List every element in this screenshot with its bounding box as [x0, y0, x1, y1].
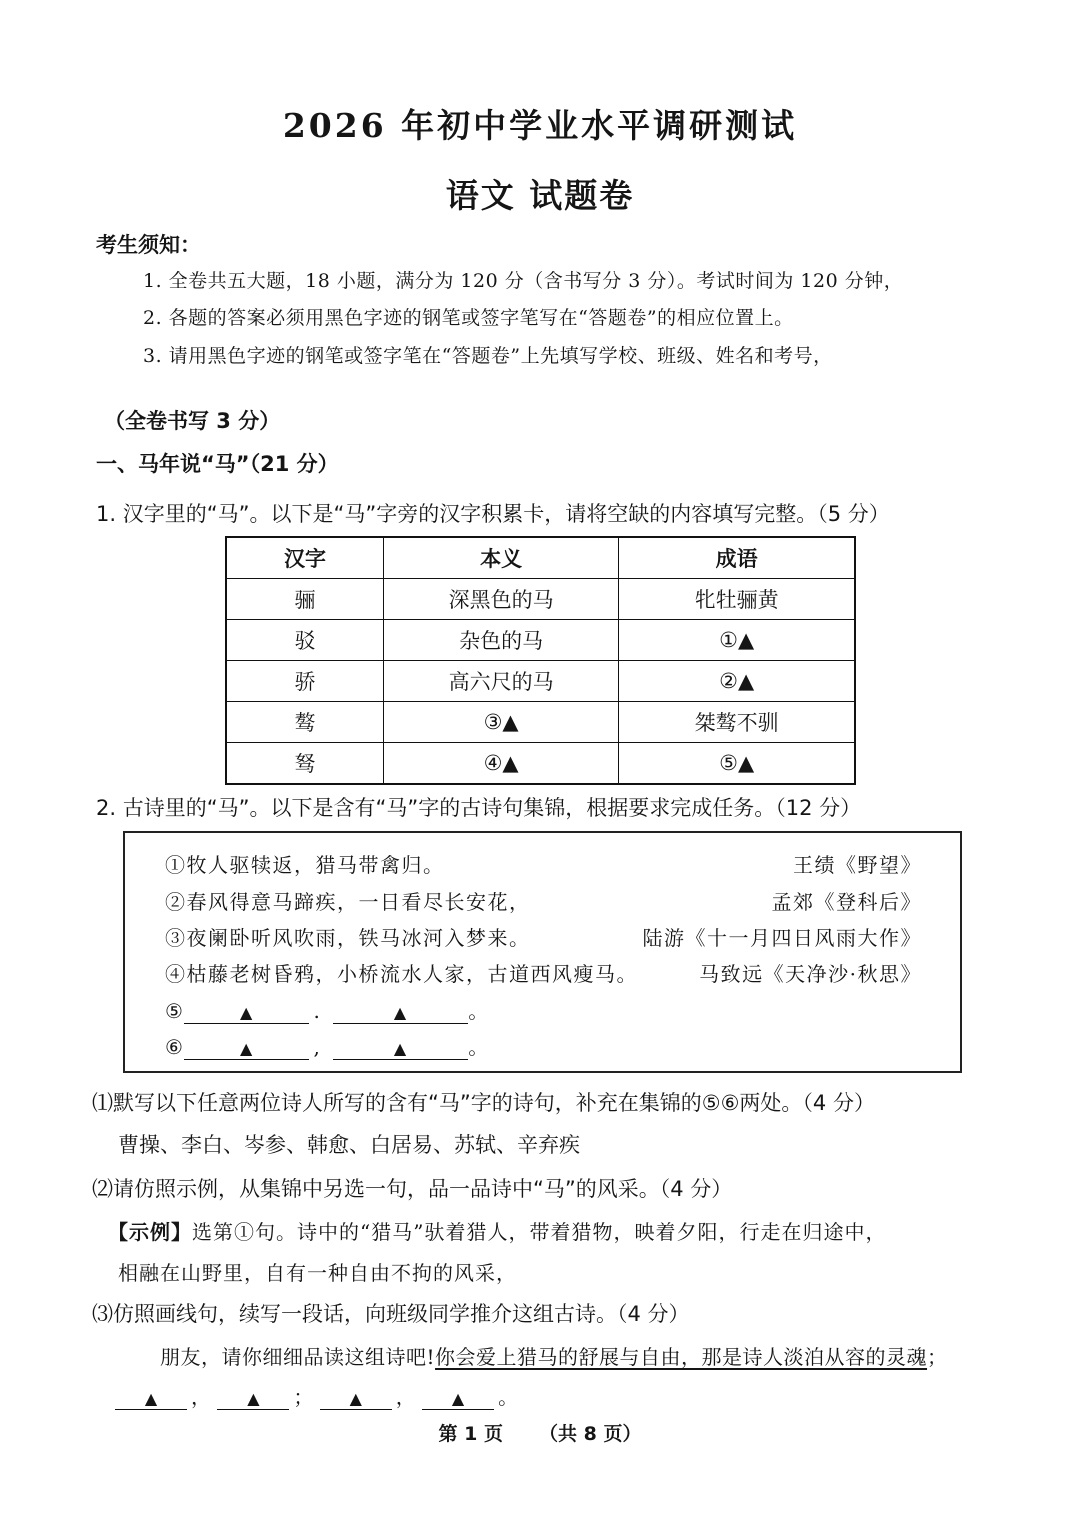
- poem-line: ④枯藤老树昏鸦，小桥流水人家，古道西风瘦马。: [165, 962, 638, 986]
- poem-author: 孟郊《登科后》: [771, 890, 922, 914]
- poet-list: 曹操、李白、岑参、韩愈、白居易、苏轼、辛弃疾: [118, 1133, 580, 1157]
- poem-author: 陆游《十一月四日风雨大作》: [642, 926, 922, 950]
- recommend-blanks: [115, 1381, 518, 1410]
- notice-item: 3. 请用黑色字迹的钢笔或签字笔在“答题卷”上先填写学校、班级、姓名和考号，: [143, 345, 833, 367]
- table-cell: 驽: [226, 743, 383, 785]
- question-2-stem: 2. 古诗里的“马”。以下是含有“马”字的古诗句集锦，根据要求完成任务。（12 分）: [96, 796, 862, 820]
- table-cell: 骄: [226, 661, 383, 702]
- table-header-cell: 本义: [383, 537, 618, 579]
- example-text: 选第①句。诗中的“猎马”驮着猎人，带着猎物，映着夕阳，行走在归途中，: [192, 1220, 887, 1244]
- answer-blank: [333, 1037, 468, 1060]
- answer-blank: [333, 1001, 468, 1024]
- subquestion-1-stem: ⑴默写以下任意两位诗人所写的含有“马”字的诗句，补充在集锦的⑤⑥两处。（4 分）: [92, 1091, 875, 1115]
- recommend-prompt: [160, 1341, 948, 1370]
- prompt-lead: 朋友，请你细细品读这组诗吧!: [160, 1345, 436, 1369]
- table-cell: 杂色的马: [383, 620, 618, 661]
- prompt-end: ；: [927, 1345, 948, 1369]
- table-header-row: [226, 537, 855, 579]
- exam-title: 2026 年初中学业水平调研测试: [282, 106, 798, 145]
- blank-triangle: ▲: [349, 1389, 362, 1408]
- blank-separator: 。: [498, 1385, 519, 1409]
- blank-separator: .: [313, 999, 322, 1023]
- notice-item: 2. 各题的答案必须用黑色字迹的钢笔或签字笔写在“答题卷”的相应位置上。: [143, 307, 794, 329]
- blank-triangle: ▲: [240, 1003, 254, 1022]
- blank-separator: ,: [313, 1035, 322, 1059]
- table-cell: 骜: [226, 702, 383, 743]
- answer-blank-4: ④▲: [383, 743, 618, 785]
- notice-heading: 考生须知：: [96, 233, 201, 257]
- blank-triangle: ▲: [240, 1039, 254, 1058]
- answer-blank: [115, 1387, 187, 1410]
- character-card-table: [225, 536, 856, 785]
- answer-blank: [184, 1037, 309, 1060]
- blank-triangle: ▲: [247, 1389, 260, 1408]
- notice-item: 1. 全卷共五大题，18 小题，满分为 120 分（含书写分 3 分）。考试时间为 120 分钟，: [143, 270, 904, 292]
- answer-blank-1: ①▲: [619, 620, 855, 661]
- example-line: [108, 1216, 886, 1245]
- question-1-stem: 1. 汉字里的“马”。以下是“马”字旁的汉字积累卡，请将空缺的内容填写完整。（5 分）: [96, 502, 890, 526]
- answer-blank: [184, 1001, 309, 1024]
- page-footer: [0, 1419, 1080, 1446]
- blank-triangle: ▲: [144, 1389, 158, 1408]
- table-row: [226, 661, 855, 702]
- answer-blank: [422, 1387, 494, 1410]
- table-row: [226, 579, 855, 620]
- page-total: （共 8 页）: [539, 1423, 642, 1445]
- handwriting-note: （全卷书写 3 分）: [104, 409, 281, 433]
- blank-separator: ；: [293, 1385, 314, 1409]
- table-row: [226, 702, 855, 743]
- blank-end: 。: [468, 1035, 490, 1059]
- subquestion-2-stem: ⑵请仿照示例，从集锦中另选一句，品一品诗中“马”的风采。（4 分）: [92, 1177, 733, 1201]
- blank-number: ⑥: [165, 1035, 185, 1059]
- table-header-cell: 成语: [619, 537, 855, 579]
- poem-line: ②春风得意马蹄疾，一日看尽长安花，: [165, 890, 531, 914]
- poem-author: 马致远《天净沙·秋思》: [699, 962, 922, 986]
- table-cell: 桀骜不驯: [619, 702, 855, 743]
- answer-blank-2: ②▲: [619, 661, 855, 702]
- example-line: 相融在山野里，自有一种自由不拘的风采，: [118, 1261, 517, 1285]
- answer-blank-5: ⑤▲: [619, 743, 855, 785]
- blank-number: ⑤: [165, 999, 185, 1023]
- poem-collection-box: [123, 831, 962, 1073]
- section-heading: 一、马年说“马”（21 分）: [96, 452, 339, 476]
- page-number: 第 1 页: [438, 1423, 503, 1445]
- poem-blank-line-5: [165, 995, 490, 1024]
- table-row: [226, 743, 855, 785]
- poem-line: ①牧人驱犊返，猎马带禽归。: [165, 853, 445, 877]
- blank-separator: ，: [395, 1385, 416, 1409]
- blank-triangle: ▲: [451, 1389, 465, 1408]
- answer-blank: [217, 1387, 289, 1410]
- blank-triangle: ▲: [393, 1039, 408, 1058]
- poem-line: ③夜阑卧听风吹雨，铁马冰河入梦来。: [165, 926, 531, 950]
- poem-author: 王绩《野望》: [793, 853, 922, 877]
- table-cell: 驳: [226, 620, 383, 661]
- answer-blank-3: ③▲: [383, 702, 618, 743]
- table-cell: 高六尺的马: [383, 661, 618, 702]
- example-label: 【示例】: [108, 1220, 192, 1244]
- table-cell: 骊: [226, 579, 383, 620]
- table-header-cell: 汉字: [226, 537, 383, 579]
- answer-blank: [320, 1387, 392, 1410]
- table-cell: 深黑色的马: [383, 579, 618, 620]
- poem-blank-line-6: [165, 1031, 490, 1060]
- blank-triangle: ▲: [393, 1003, 408, 1022]
- exam-subtitle: 语文 试题卷: [445, 176, 635, 215]
- blank-end: 。: [468, 999, 490, 1023]
- table-row: [226, 620, 855, 661]
- table-cell: 牝牡骊黄: [619, 579, 855, 620]
- blank-separator: ，: [191, 1385, 211, 1409]
- subquestion-3-stem: ⑶仿照画线句，续写一段话，向班级同学推介这组古诗。（4 分）: [92, 1302, 690, 1326]
- underlined-sentence: 你会爱上猎马的舒展与自由，那是诗人淡泊从容的灵魂: [435, 1345, 928, 1369]
